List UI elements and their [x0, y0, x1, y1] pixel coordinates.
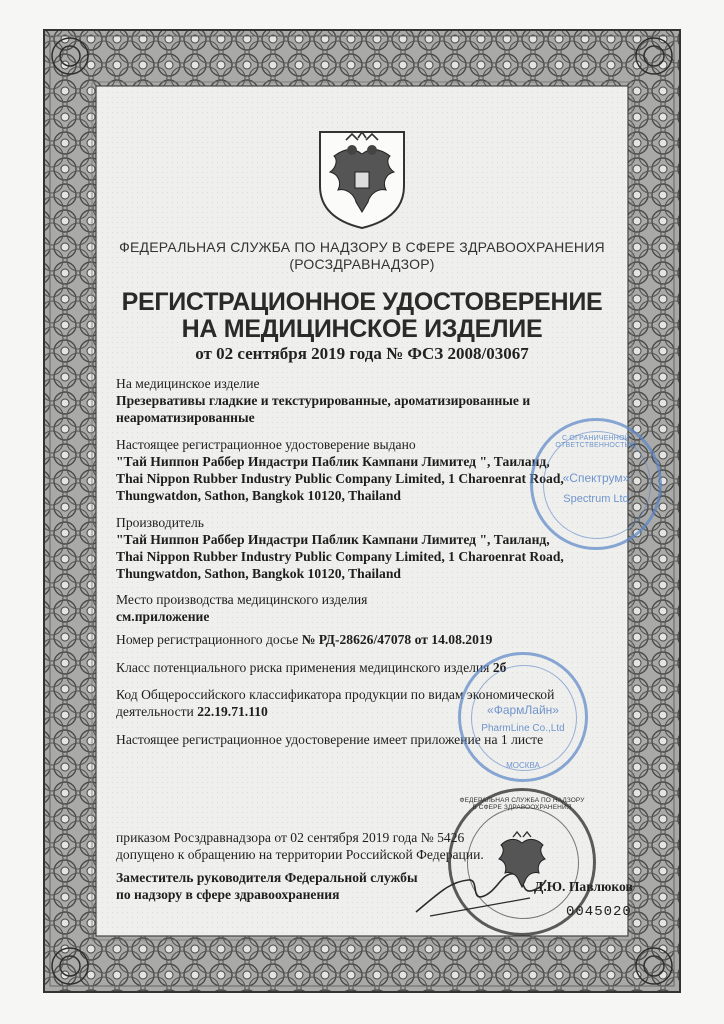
agency-name: ФЕДЕРАЛЬНАЯ СЛУЖБА ПО НАДЗОРУ В СФЕРЕ ЗДРАВООХРАНЕНИЯ [119, 239, 605, 255]
manufacturer-label: Производитель [116, 515, 204, 530]
device-name-line2: неароматизированные [116, 410, 255, 425]
dossier-line [116, 631, 492, 648]
spectrum-name-ru: «Спектрум» [562, 471, 630, 485]
production-place-value: см.приложение [116, 609, 210, 624]
dossier-value: № РД-28626/47078 от 14.08.2019 [301, 632, 493, 647]
document-title-line2: НА МЕДИЦИНСКОЕ ИЗДЕЛИЕ [181, 315, 543, 343]
appendix-note: Настоящее регистрационное удостоверение имеет приложение на 1 листе [116, 732, 544, 747]
issued-label: Настоящее регистрационное удостоверение выдано [116, 437, 416, 452]
dossier-label: Номер регистрационного досье [116, 632, 302, 647]
manufacturer-line1: "Тай Ниппон Раббер Индастри Паблик Кампани Лимитед ", Таиланд, [116, 532, 550, 547]
serial-number: 0045020 [566, 904, 632, 920]
order-line2: допущено к обращению на территории Российской Федерации. [116, 847, 484, 862]
spectrum-stamp [530, 418, 662, 550]
seal-eagle-icon [495, 829, 549, 889]
pharmline-stamp [458, 652, 588, 782]
okpd-line1: Код Общероссийского классификатора продукции по видам экономической [116, 687, 555, 702]
device-label: На медицинское изделие [116, 376, 260, 391]
spectrum-name-en: Spectrum Ltd [563, 493, 629, 505]
signatory-name: Д.Ю. Павлюков [534, 879, 633, 894]
registration-number: от 02 сентября 2019 года № ФСЗ 2008/03067 [195, 344, 529, 363]
device-name-line1: Презервативы гладкие и текстурированные, ароматизированные и [116, 393, 531, 408]
risk-class-value: 2б [492, 660, 507, 675]
risk-class-label: Класс потенциального риска применения медицинского изделия [116, 660, 493, 675]
agency-abbr: (РОСЗДРАВНАДЗОР) [289, 256, 435, 272]
okpd-value: 22.19.71.110 [197, 704, 268, 719]
pharmline-city: МОСКВА [506, 761, 540, 770]
production-place-label: Место производства медицинского изделия [116, 592, 368, 607]
manufacturer-line3: Thungwatdon, Sathon, Bangkok 10120, Thailand [116, 566, 401, 581]
pharmline-name-en: PharmLine Co.,Ltd [481, 723, 565, 734]
issued-line3: Thungwatdon, Sathon, Bangkok 10120, Thailand [116, 488, 401, 503]
ministry-seal [448, 788, 596, 936]
russian-emblem-icon [316, 128, 408, 232]
pharmline-name-ru: «ФармЛайн» [487, 703, 559, 717]
signatory-title-line2: по надзору в сфере здравоохранения [116, 887, 340, 902]
signatory-title-line1: Заместитель руководителя Федеральной службы [116, 870, 418, 885]
document-title-line1: РЕГИСТРАЦИОННОЕ УДОСТОВЕРЕНИЕ [121, 288, 603, 316]
okpd-line2 [116, 703, 268, 720]
manufacturer-line2: Thai Nippon Rubber Industry Public Company Limited, 1 Charoenrat Road, [116, 549, 564, 564]
spectrum-ring-text: С ОГРАНИЧЕННОЙ ОТВЕТСТВЕННОСТЬЮ [555, 435, 637, 449]
risk-class-line [116, 659, 506, 676]
issued-line2: Thai Nippon Rubber Industry Public Company Limited, 1 Charoenrat Road, [116, 471, 564, 486]
ministry-ring-text: ФЕДЕРАЛЬНАЯ СЛУЖБА ПО НАДЗОРУ В СФЕРЕ ЗДРАВООХРАНЕНИЯ [459, 797, 585, 811]
okpd-label: деятельности [116, 704, 198, 719]
order-line1: приказом Росздравнадзора от 02 сентября 2019 года № 5426 [116, 830, 465, 845]
issued-line1: "Тай Ниппон Раббер Индастри Паблик Кампани Лимитед ", Таиланд, [116, 454, 550, 469]
